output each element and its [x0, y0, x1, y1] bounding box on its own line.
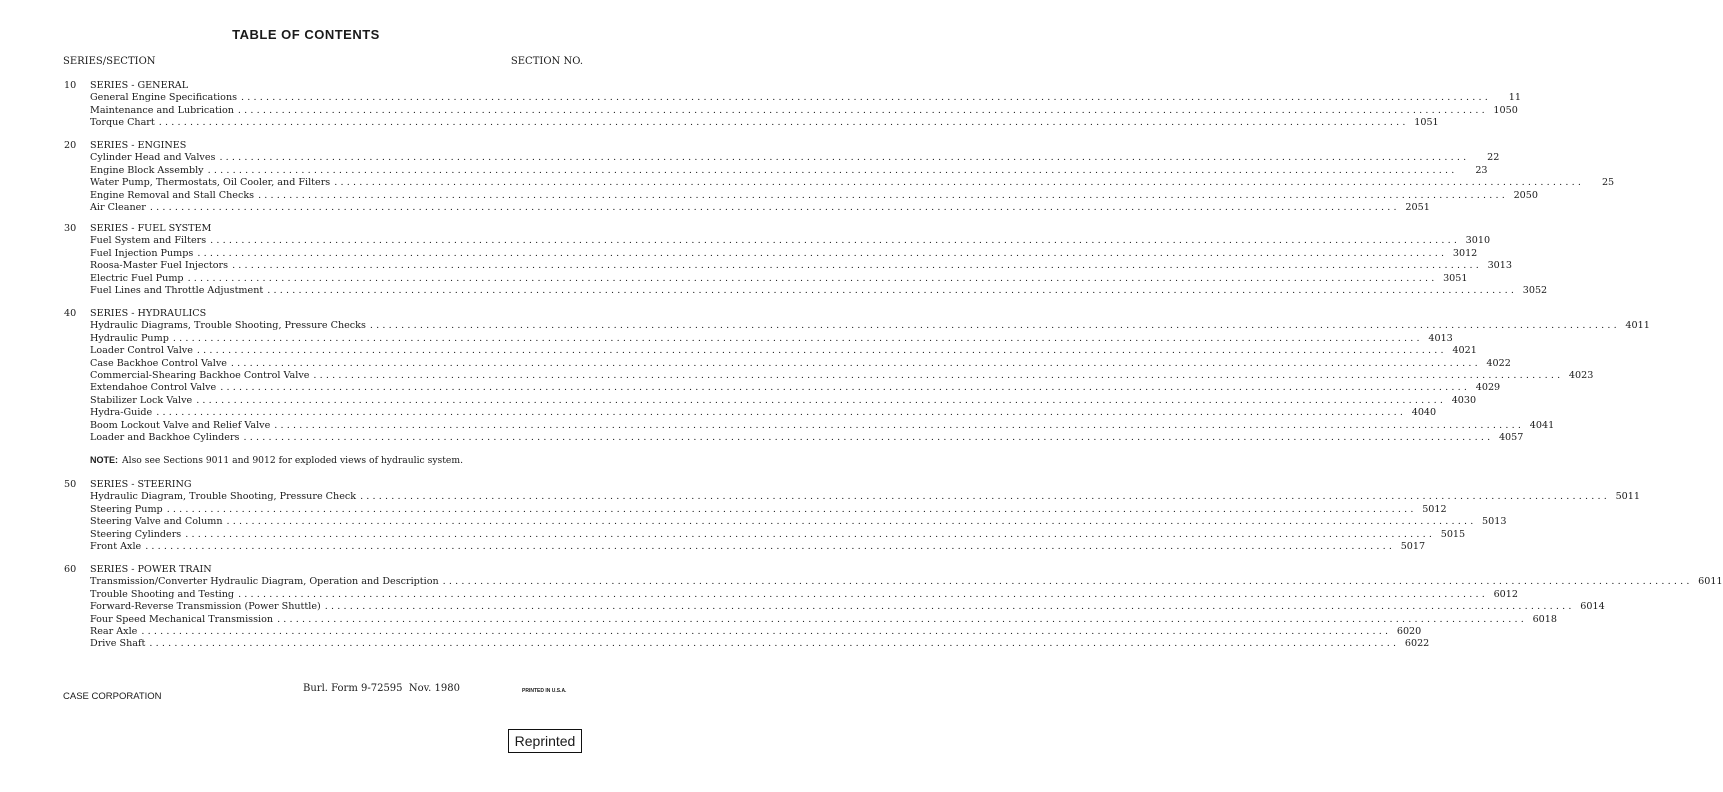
- toc-entry: [90, 540, 1426, 553]
- series-number: 60: [64, 564, 77, 575]
- section-number: 5012: [1422, 503, 1447, 515]
- section-number: 4022: [1486, 357, 1511, 369]
- toc-entry: [90, 260, 1512, 272]
- entry-label: Steering Pump: [90, 503, 163, 515]
- section-number: 1050: [1493, 104, 1518, 116]
- dot-leader: ........................................................................................................................................................................................................: [207, 164, 1458, 176]
- dot-leader: ........................................................................................................................................................................................................: [196, 345, 1447, 357]
- dot-leader: ........................................................................................................................................................................................................: [267, 284, 1518, 296]
- section-number: 3012: [1452, 247, 1478, 259]
- entry-label: Steering Cylinders: [90, 528, 182, 540]
- section-number: 4011: [1625, 320, 1650, 332]
- section-number: 5013: [1482, 516, 1507, 528]
- toc-entry: [90, 394, 1477, 407]
- series-number: 20: [64, 140, 77, 151]
- series-number: 40: [64, 308, 77, 319]
- dot-leader: ........................................................................................................................................................................................................: [334, 177, 1585, 189]
- toc-entry: [90, 332, 1453, 345]
- series-number: 10: [64, 80, 77, 91]
- toc-entry: [90, 369, 1594, 382]
- toc-entry: [90, 382, 1501, 394]
- section-number: 23: [1475, 164, 1488, 176]
- dot-leader: ........................................................................................................................................................................................................: [166, 503, 1417, 515]
- section-number: 5011: [1615, 491, 1640, 503]
- series-title: SERIES - GENERAL: [90, 80, 189, 91]
- toc-section: [64, 479, 1640, 553]
- section-number: 6022: [1404, 638, 1430, 650]
- dot-leader: ........................................................................................................................................................................................................: [185, 528, 1436, 540]
- toc-entry: [90, 503, 1447, 516]
- toc-entry: [90, 201, 1430, 214]
- entry-label: Hydraulic Diagrams, Trouble Shooting, Pressure Checks: [90, 320, 366, 332]
- dot-leader: ........................................................................................................................................................................................................: [149, 201, 1400, 213]
- toc-entry: [90, 601, 1605, 613]
- printed-in: PRINTED IN U.S.A.: [522, 688, 567, 694]
- dot-leader: ........................................................................................................................................................................................................: [196, 394, 1447, 406]
- toc-entry: [90, 320, 1650, 332]
- section-heading: [64, 140, 584, 152]
- series-title: SERIES - HYDRAULICS: [90, 308, 207, 319]
- section-number: 3052: [1522, 284, 1548, 296]
- section-number: 5017: [1400, 540, 1426, 552]
- dot-leader: ........................................................................................................................................................................................................: [324, 601, 1575, 613]
- entry-label: Fuel Injection Pumps: [90, 247, 194, 259]
- toc-entry: [90, 235, 1491, 247]
- toc-entry: [90, 272, 1468, 285]
- toc-entry: [90, 625, 1422, 638]
- dot-leader: ........................................................................................................................................................................................................: [187, 272, 1438, 284]
- toc-entry: [90, 117, 1439, 129]
- column-header-section-no: SECTION NO.: [510, 56, 583, 67]
- series-number: 50: [64, 479, 77, 490]
- toc-entry: [90, 528, 1466, 541]
- entry-label: Fuel System and Filters: [90, 235, 207, 247]
- section-number: 2051: [1405, 201, 1430, 213]
- dot-leader: ........................................................................................................................................................................................................: [369, 320, 1620, 332]
- dot-leader: ........................................................................................................................................................................................................: [442, 576, 1693, 588]
- dot-leader: ........................................................................................................................................................................................................: [274, 419, 1525, 431]
- section-number: 2050: [1513, 189, 1538, 201]
- entry-label: Forward-Reverse Transmission (Power Shuttle): [90, 601, 321, 613]
- dot-leader: ........................................................................................................................................................................................................: [226, 516, 1477, 528]
- company-name: CASE CORPORATION: [63, 691, 162, 702]
- entry-label: Stabilizer Lock Valve: [90, 394, 193, 406]
- entry-label: Commercial-Shearing Backhoe Control Valve: [90, 369, 310, 381]
- toc-entry: [90, 152, 1500, 164]
- dot-leader: ........................................................................................................................................................................................................: [360, 491, 1610, 503]
- section-number: 11: [1508, 92, 1521, 104]
- toc-entry: [90, 407, 1437, 419]
- dot-leader: ........................................................................................................................................................................................................: [241, 92, 1491, 104]
- dot-leader: ........................................................................................................................................................................................................: [158, 117, 1409, 129]
- entry-label: Hydraulic Pump: [90, 332, 169, 344]
- entry-label: Extendahoe Control Valve: [90, 382, 217, 394]
- entry-label: Drive Shaft: [90, 638, 146, 650]
- entry-label: General Engine Specifications: [90, 92, 238, 104]
- section-heading: [64, 80, 584, 92]
- section-number: 4040: [1411, 407, 1437, 419]
- section-number: 3051: [1443, 272, 1468, 284]
- entry-label: Steering Valve and Column: [90, 516, 223, 528]
- entry-label: Engine Block Assembly: [90, 164, 204, 176]
- section-number: 25: [1601, 177, 1615, 189]
- section-number: 4013: [1428, 332, 1453, 344]
- note: [90, 455, 463, 466]
- section-number: 6011: [1698, 576, 1723, 588]
- toc-entry: [90, 491, 1640, 503]
- dot-leader: ........................................................................................................................................................................................................: [172, 332, 1423, 344]
- section-number: 1051: [1414, 117, 1439, 129]
- dot-leader: ........................................................................................................................................................................................................: [219, 152, 1470, 164]
- toc-entry: [90, 613, 1557, 626]
- toc-section: [64, 564, 1723, 651]
- series-title: SERIES - FUEL SYSTEM: [90, 223, 212, 234]
- toc-entry: [90, 576, 1723, 588]
- toc-entry: [90, 357, 1511, 370]
- entry-label: Fuel Lines and Throttle Adjustment: [90, 284, 264, 296]
- section-number: 6012: [1493, 588, 1518, 600]
- series-title: SERIES - ENGINES: [90, 140, 187, 151]
- section-number: 22: [1487, 152, 1500, 164]
- section-number: 3013: [1487, 260, 1512, 272]
- dot-leader: ........................................................................................................................................................................................................: [258, 189, 1508, 201]
- section-number: 4041: [1529, 419, 1555, 431]
- entry-label: Torque Chart: [90, 117, 155, 129]
- toc-entry: [90, 189, 1538, 202]
- dot-leader: ........................................................................................................................................................................................................: [238, 588, 1488, 600]
- entry-label: Four Speed Mechanical Transmission: [90, 613, 274, 625]
- section-number: 6018: [1532, 613, 1557, 625]
- entry-label: Transmission/Converter Hydraulic Diagram, Operation and Description: [90, 576, 439, 588]
- toc-entry: [90, 177, 1615, 189]
- toc-entry: [90, 164, 1488, 177]
- entry-label: Hydra-Guide: [90, 407, 153, 419]
- entry-label: Water Pump, Thermostats, Oil Cooler, and Filters: [90, 177, 331, 189]
- entry-label: Air Cleaner: [90, 201, 146, 213]
- dot-leader: ........................................................................................................................................................................................................: [230, 357, 1481, 369]
- section-heading: [64, 223, 584, 235]
- toc-entry: [90, 419, 1555, 432]
- entry-label: Front Axle: [90, 540, 142, 552]
- section-number: 4030: [1451, 394, 1477, 406]
- toc-entry: [90, 588, 1518, 601]
- dot-leader: ........................................................................................................................................................................................................: [277, 613, 1527, 625]
- section-number: 5015: [1440, 528, 1466, 540]
- dot-leader: ........................................................................................................................................................................................................: [210, 235, 1461, 247]
- dot-leader: ........................................................................................................................................................................................................: [197, 247, 1448, 259]
- section-number: 6020: [1396, 625, 1422, 637]
- dot-leader: ........................................................................................................................................................................................................: [149, 638, 1400, 650]
- entry-label: Boom Lockout Valve and Relief Valve: [90, 419, 271, 431]
- section-heading: [64, 308, 584, 320]
- section-number: 4029: [1475, 382, 1501, 394]
- note-text: Also see Sections 9011 and 9012 for exploded views of hydraulic system.: [122, 455, 463, 466]
- dot-leader: ........................................................................................................................................................................................................: [243, 431, 1494, 443]
- entry-label: Maintenance and Lubrication: [90, 104, 234, 116]
- entry-label: Rear Axle: [90, 625, 138, 637]
- series-title: SERIES - STEERING: [90, 479, 192, 490]
- section-number: 4021: [1452, 345, 1477, 357]
- entry-label: Engine Removal and Stall Checks: [90, 189, 255, 201]
- section-number: 6014: [1580, 601, 1605, 613]
- toc-section: [64, 308, 1650, 444]
- dot-leader: ........................................................................................................................................................................................................: [232, 260, 1482, 272]
- dot-leader: ........................................................................................................................................................................................................: [156, 407, 1407, 419]
- entry-label: Loader Control Valve: [90, 345, 193, 357]
- series-number: 30: [64, 223, 77, 234]
- dot-leader: ........................................................................................................................................................................................................: [237, 104, 1488, 116]
- toc-entry: [90, 284, 1548, 297]
- toc-section: [64, 80, 1521, 130]
- section-number: 4023: [1568, 369, 1594, 381]
- entry-label: Electric Fuel Pump: [90, 272, 184, 284]
- toc-entry: [90, 638, 1430, 650]
- section-heading: [64, 479, 584, 491]
- section-number: 3010: [1465, 235, 1491, 247]
- page-title: TABLE OF CONTENTS: [232, 27, 380, 42]
- column-header-series: SERIES/SECTION: [63, 56, 156, 67]
- toc-entry: [90, 104, 1518, 117]
- dot-leader: ........................................................................................................................................................................................................: [220, 382, 1471, 394]
- section-number: 4057: [1498, 431, 1524, 443]
- toc-entry: [90, 247, 1478, 260]
- note-label: NOTE:: [90, 455, 118, 465]
- entry-label: Trouble Shooting and Testing: [90, 588, 235, 600]
- entry-label: Case Backhoe Control Valve: [90, 357, 227, 369]
- toc-entry: [90, 431, 1524, 444]
- toc-section: [64, 223, 1548, 297]
- toc-entry: [90, 92, 1521, 104]
- entry-label: Hydraulic Diagram, Trouble Shooting, Pressure Check: [90, 491, 357, 503]
- entry-label: Loader and Backhoe Cylinders: [90, 431, 240, 443]
- form-number: Burl. Form 9-72595 Nov. 1980: [303, 683, 460, 694]
- series-title: SERIES - POWER TRAIN: [90, 564, 212, 575]
- entry-label: Cylinder Head and Valves: [90, 152, 216, 164]
- section-heading: [64, 564, 584, 576]
- toc-entry: [90, 345, 1477, 357]
- entry-label: Roosa-Master Fuel Injectors: [90, 260, 229, 272]
- toc-entry: [90, 516, 1507, 528]
- toc-section: [64, 140, 1615, 214]
- dot-leader: ........................................................................................................................................................................................................: [145, 540, 1396, 552]
- reprinted-stamp: Reprinted: [508, 729, 582, 753]
- dot-leader: ........................................................................................................................................................................................................: [313, 369, 1564, 381]
- dot-leader: ........................................................................................................................................................................................................: [141, 625, 1392, 637]
